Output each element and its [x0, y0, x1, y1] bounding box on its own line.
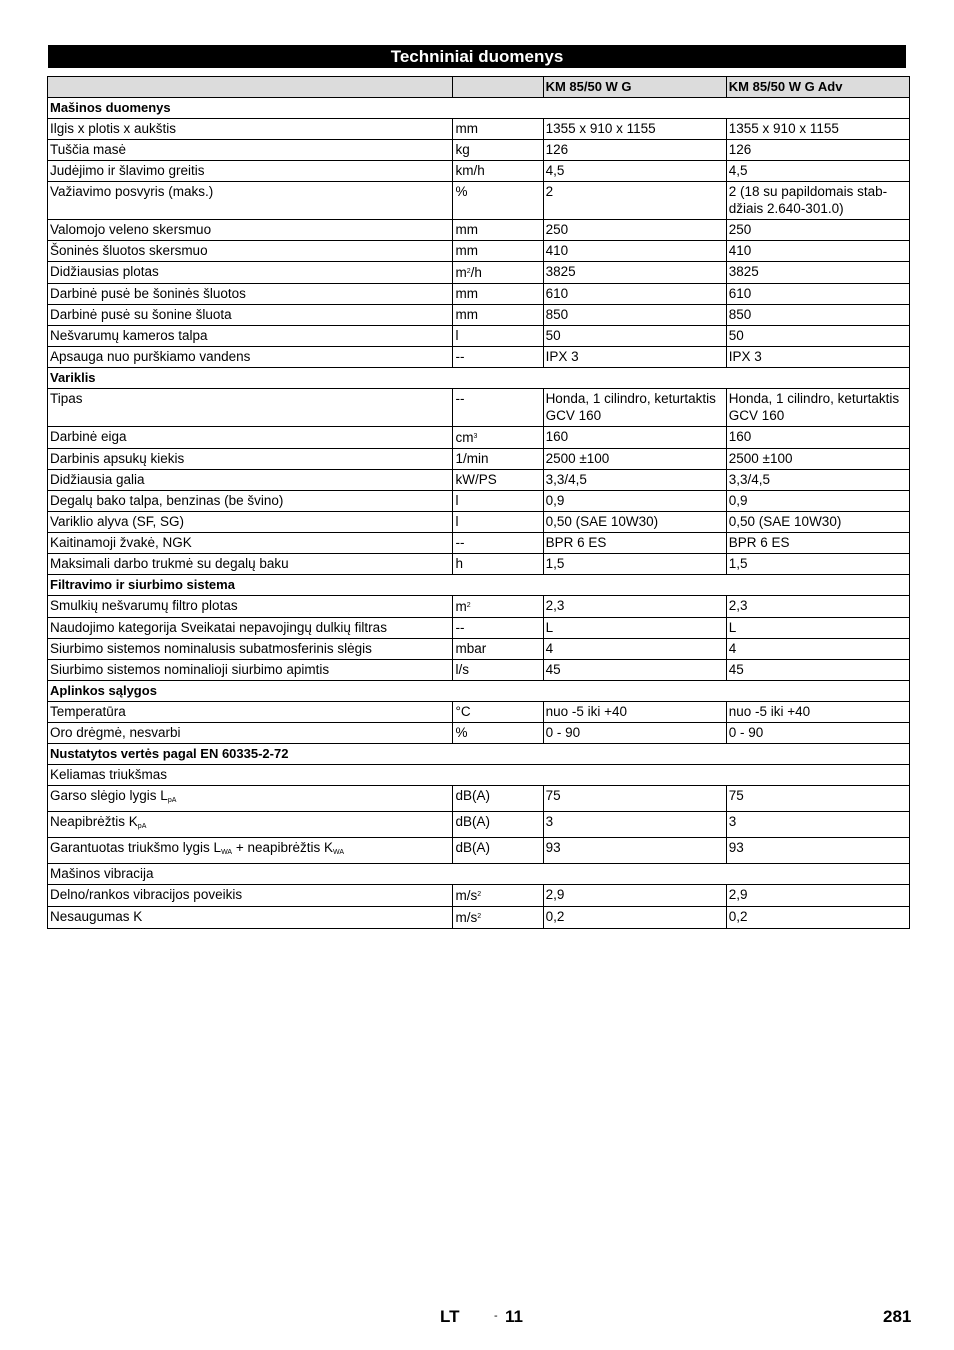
row-value-model-1: 50 [543, 326, 726, 347]
row-unit [453, 389, 543, 427]
row-unit-text: h [455, 556, 463, 571]
row-value-model-2: 4,5 [726, 161, 909, 182]
row-unit [453, 161, 543, 182]
header-cell-label [48, 77, 453, 98]
table-row [48, 491, 910, 512]
row-unit-text: l [455, 493, 459, 508]
row-value-model-2: 0,2 [726, 907, 909, 929]
row-unit-text: l/s [455, 662, 469, 677]
row-label-text-2: + neapibrėžtis K [232, 840, 334, 855]
row-label [48, 885, 453, 907]
row-unit [453, 449, 543, 470]
row-unit [453, 907, 543, 929]
table-row [48, 838, 910, 864]
row-label [48, 533, 453, 554]
row-unit [453, 639, 543, 660]
row-unit [453, 491, 543, 512]
row-label-text: Darbinė eiga [50, 429, 127, 444]
row-unit [453, 119, 543, 140]
row-unit-text: m [455, 265, 467, 280]
row-label-text: Apsauga nuo purškiamo vandens [50, 349, 251, 364]
row-value-model-2: 45 [726, 660, 909, 681]
section-row [48, 368, 910, 389]
tech-data-table [47, 76, 910, 929]
row-value-model-2: 1,5 [726, 554, 909, 575]
row-unit-text: -- [455, 620, 465, 635]
section-label: Variklis [48, 368, 910, 389]
row-label-text: Siurbimo sistemos nominalioji siurbimo apimtis [50, 662, 330, 677]
row-unit-text: °C [455, 704, 471, 719]
row-unit-text: mm [455, 121, 478, 136]
row-value-model-2: 3 [726, 812, 909, 838]
table-row [48, 907, 910, 929]
row-unit-text: % [455, 725, 468, 740]
table-row [48, 241, 910, 262]
subsection-row [48, 864, 910, 885]
row-value-model-1: 0 - 90 [543, 723, 726, 744]
table-row [48, 533, 910, 554]
row-value-model-2: 1355 x 910 x 1155 [726, 119, 909, 140]
row-unit-text: m/s [455, 910, 478, 925]
table-row [48, 161, 910, 182]
row-value-model-2: nuo -5 iki +40 [726, 702, 909, 723]
row-value-model-1: 410 [543, 241, 726, 262]
row-label-text: Garso slėgio lygis L [50, 788, 168, 803]
row-unit [453, 885, 543, 907]
table-row [48, 885, 910, 907]
row-label-subscript: WA [221, 849, 233, 856]
row-unit [453, 723, 543, 744]
row-value-model-2: 93 [726, 838, 909, 864]
row-unit-text: 1/min [455, 451, 489, 466]
row-value-model-1: 4,5 [543, 161, 726, 182]
header-cell-model-2: KM 85/50 W G Adv [726, 77, 909, 98]
footer-section-page: 11 [505, 1307, 523, 1326]
row-unit [453, 470, 543, 491]
row-label-text: Garantuotas triukšmo lygis L [50, 840, 222, 855]
row-label-text: Tuščia masė [50, 142, 127, 157]
row-value-model-1: 3 [543, 812, 726, 838]
row-value-model-1: 4 [543, 639, 726, 660]
table-row [48, 470, 910, 491]
row-label [48, 161, 453, 182]
table-header-row [48, 77, 910, 98]
row-label-text: Smulkių nešvarumų filtro plotas [50, 598, 238, 613]
row-unit-text: -- [455, 535, 465, 550]
table-row [48, 305, 910, 326]
row-unit-superscript: 2 [466, 268, 471, 275]
row-value-model-1: L [543, 618, 726, 639]
row-value-model-1: 2 [543, 182, 726, 220]
row-label [48, 326, 453, 347]
row-value-model-2: 2,9 [726, 885, 909, 907]
section-row [48, 575, 910, 596]
row-label [48, 305, 453, 326]
row-label-subscript: pA [137, 823, 147, 830]
table-row [48, 347, 910, 368]
row-unit-text: l [455, 328, 459, 343]
row-label [48, 491, 453, 512]
table-row [48, 220, 910, 241]
row-unit-text: cm [455, 430, 474, 445]
row-label [48, 347, 453, 368]
row-unit-text: km/h [455, 163, 485, 178]
table-row [48, 660, 910, 681]
row-label [48, 119, 453, 140]
row-unit-text: mm [455, 307, 478, 322]
row-unit-superscript: 3 [473, 433, 478, 440]
row-unit [453, 618, 543, 639]
row-label-text: Darbinė pusė su šonine šluota [50, 307, 232, 322]
row-value-model-1: 93 [543, 838, 726, 864]
row-value-model-2: Honda, 1 cilindro, keturtaktis GCV 160 [726, 389, 909, 427]
row-unit-text: % [455, 184, 468, 199]
row-label [48, 470, 453, 491]
row-unit-text: -- [455, 349, 465, 364]
table-row [48, 427, 910, 449]
row-label-text: Nesaugumas K [50, 909, 143, 924]
row-unit [453, 812, 543, 838]
row-unit [453, 262, 543, 284]
row-label [48, 596, 453, 618]
row-value-model-1: 2,3 [543, 596, 726, 618]
row-unit-text: kW/PS [455, 472, 497, 487]
section-row [48, 744, 910, 765]
section-label: Filtravimo ir siurbimo sistema [48, 575, 910, 596]
row-unit [453, 347, 543, 368]
row-unit [453, 512, 543, 533]
row-value-model-2: 2500 ±100 [726, 449, 909, 470]
row-label-text: Variklio alyva (SF, SG) [50, 514, 185, 529]
row-value-model-1: 1355 x 910 x 1155 [543, 119, 726, 140]
row-unit [453, 182, 543, 220]
row-label-text: Šoninės šluotos skersmuo [50, 243, 208, 258]
table-row [48, 284, 910, 305]
row-value-model-1: Honda, 1 cilindro, keturtaktis GCV 160 [543, 389, 726, 427]
row-label [48, 838, 453, 864]
section-label: Mašinos duomenys [48, 98, 910, 119]
row-label-text: Kaitinamoji žvakė, NGK [50, 535, 192, 550]
row-label [48, 262, 453, 284]
row-unit [453, 554, 543, 575]
row-label-text: Tipas [50, 391, 83, 406]
footer-page-number: 281 [883, 1307, 912, 1326]
page-title: Techniniai duomenys [48, 45, 906, 68]
row-value-model-1: 3,3/4,5 [543, 470, 726, 491]
row-value-model-1: 126 [543, 140, 726, 161]
row-label-subscript: pA [167, 797, 177, 804]
row-label-text: Siurbimo sistemos nominalusis subatmosferinis slėgis [50, 641, 372, 656]
subsection-label: Keliamas triukšmas [48, 765, 910, 786]
table-row [48, 449, 910, 470]
row-value-model-2: 2,3 [726, 596, 909, 618]
row-value-model-2: 410 [726, 241, 909, 262]
row-unit-superscript: 2 [466, 602, 471, 609]
row-label [48, 140, 453, 161]
row-label [48, 182, 453, 220]
row-value-model-1: BPR 6 ES [543, 533, 726, 554]
row-value-model-2: 50 [726, 326, 909, 347]
table-row [48, 786, 910, 812]
table-row [48, 140, 910, 161]
table-row [48, 702, 910, 723]
table-row [48, 512, 910, 533]
row-label-text: Darbinis apsukų kiekis [50, 451, 185, 466]
table-row [48, 639, 910, 660]
row-value-model-1: 1,5 [543, 554, 726, 575]
row-unit-text: mm [455, 286, 478, 301]
table-row [48, 723, 910, 744]
row-value-model-2: IPX 3 [726, 347, 909, 368]
row-unit [453, 220, 543, 241]
row-label [48, 723, 453, 744]
row-unit [453, 305, 543, 326]
footer-separator: - [494, 1310, 498, 1322]
header-cell-unit [453, 77, 543, 98]
table-row [48, 182, 910, 220]
row-unit-text: mm [455, 243, 478, 258]
row-unit [453, 596, 543, 618]
section-row [48, 98, 910, 119]
row-value-model-1: 75 [543, 786, 726, 812]
row-unit [453, 241, 543, 262]
row-value-model-1: 0,2 [543, 907, 726, 929]
row-value-model-1: 250 [543, 220, 726, 241]
row-label [48, 702, 453, 723]
row-unit [453, 284, 543, 305]
row-label [48, 284, 453, 305]
row-label [48, 812, 453, 838]
row-label [48, 512, 453, 533]
row-value-model-2: BPR 6 ES [726, 533, 909, 554]
row-value-model-2: 2 (18 su papildomais stab-džiais 2.640-301.0) [726, 182, 909, 220]
table-row [48, 389, 910, 427]
row-label-text: Temperatūra [50, 704, 126, 719]
row-value-model-1: 2500 ±100 [543, 449, 726, 470]
table-row [48, 596, 910, 618]
row-value-model-2: 126 [726, 140, 909, 161]
row-label-text: Valomojo veleno skersmuo [50, 222, 212, 237]
section-row [48, 681, 910, 702]
row-label-text: Neapibrėžtis K [50, 814, 138, 829]
table-row [48, 119, 910, 140]
row-label-text: Naudojimo kategorija Sveikatai nepavojingų dulkių filtras [50, 620, 387, 635]
table-row [48, 262, 910, 284]
row-value-model-2: 0,50 (SAE 10W30) [726, 512, 909, 533]
row-label-text: Didžiausia galia [50, 472, 145, 487]
row-unit-text: kg [455, 142, 470, 157]
row-unit-text: m [455, 599, 467, 614]
row-value-model-1: 3825 [543, 262, 726, 284]
row-value-model-1: 0,9 [543, 491, 726, 512]
row-value-model-2: L [726, 618, 909, 639]
row-unit-text: -- [455, 391, 465, 406]
table-row [48, 618, 910, 639]
row-value-model-2: 0 - 90 [726, 723, 909, 744]
row-label [48, 389, 453, 427]
row-value-model-1: 45 [543, 660, 726, 681]
row-label [48, 618, 453, 639]
row-unit-text: mm [455, 222, 478, 237]
row-label [48, 220, 453, 241]
row-value-model-1: 850 [543, 305, 726, 326]
row-value-model-2: 75 [726, 786, 909, 812]
table-row [48, 812, 910, 838]
table-row [48, 326, 910, 347]
row-value-model-2: 850 [726, 305, 909, 326]
table-row [48, 554, 910, 575]
row-unit-tail: /h [470, 265, 482, 280]
row-unit-text: dB(A) [455, 814, 490, 829]
row-label [48, 639, 453, 660]
row-unit-text: m/s [455, 888, 478, 903]
row-label-subscript-2: WA [333, 849, 345, 856]
row-value-model-1: nuo -5 iki +40 [543, 702, 726, 723]
row-value-model-2: 610 [726, 284, 909, 305]
subsection-label: Mašinos vibracija [48, 864, 910, 885]
row-label-text: Ilgis x plotis x aukštis [50, 121, 177, 136]
row-value-model-1: IPX 3 [543, 347, 726, 368]
row-value-model-1: 2,9 [543, 885, 726, 907]
row-unit-superscript: 2 [477, 891, 482, 898]
row-unit-text: dB(A) [455, 788, 490, 803]
row-unit [453, 533, 543, 554]
row-unit [453, 326, 543, 347]
row-label [48, 786, 453, 812]
row-unit [453, 140, 543, 161]
row-unit [453, 427, 543, 449]
row-value-model-1: 0,50 (SAE 10W30) [543, 512, 726, 533]
row-unit-superscript: 2 [477, 913, 482, 920]
row-label-text: Darbinė pusė be šoninės šluotos [50, 286, 246, 301]
section-label: Nustatytos vertės pagal EN 60335-2-72 [48, 744, 910, 765]
row-label [48, 660, 453, 681]
row-label-text: Maksimali darbo trukmė su degalų baku [50, 556, 289, 571]
footer-language: LT [440, 1307, 460, 1326]
row-unit-text: l [455, 514, 459, 529]
row-value-model-1: 610 [543, 284, 726, 305]
row-label [48, 907, 453, 929]
row-value-model-2: 0,9 [726, 491, 909, 512]
row-unit-text: dB(A) [455, 840, 490, 855]
row-label-text: Degalų bako talpa, benzinas (be švino) [50, 493, 284, 508]
row-label [48, 449, 453, 470]
row-label [48, 241, 453, 262]
row-unit-text: mbar [455, 641, 487, 656]
header-cell-model-1: KM 85/50 W G [543, 77, 726, 98]
row-unit [453, 786, 543, 812]
row-value-model-2: 3,3/4,5 [726, 470, 909, 491]
row-value-model-2: 250 [726, 220, 909, 241]
row-label-text: Judėjimo ir šlavimo greitis [50, 163, 205, 178]
row-unit [453, 702, 543, 723]
row-label [48, 427, 453, 449]
row-label-text: Oro drėgmė, nesvarbi [50, 725, 181, 740]
subsection-row [48, 765, 910, 786]
row-value-model-2: 160 [726, 427, 909, 449]
row-value-model-1: 160 [543, 427, 726, 449]
row-label-text: Didžiausias plotas [50, 264, 159, 279]
row-value-model-2: 3825 [726, 262, 909, 284]
row-label-text: Nešvarumų kameros talpa [50, 328, 208, 343]
row-label [48, 554, 453, 575]
row-value-model-2: 4 [726, 639, 909, 660]
section-label: Aplinkos sąlygos [48, 681, 910, 702]
row-label-text: Delno/rankos vibracijos poveikis [50, 887, 243, 902]
row-label-text: Važiavimo posvyris (maks.) [50, 184, 214, 199]
row-unit [453, 838, 543, 864]
row-unit [453, 660, 543, 681]
